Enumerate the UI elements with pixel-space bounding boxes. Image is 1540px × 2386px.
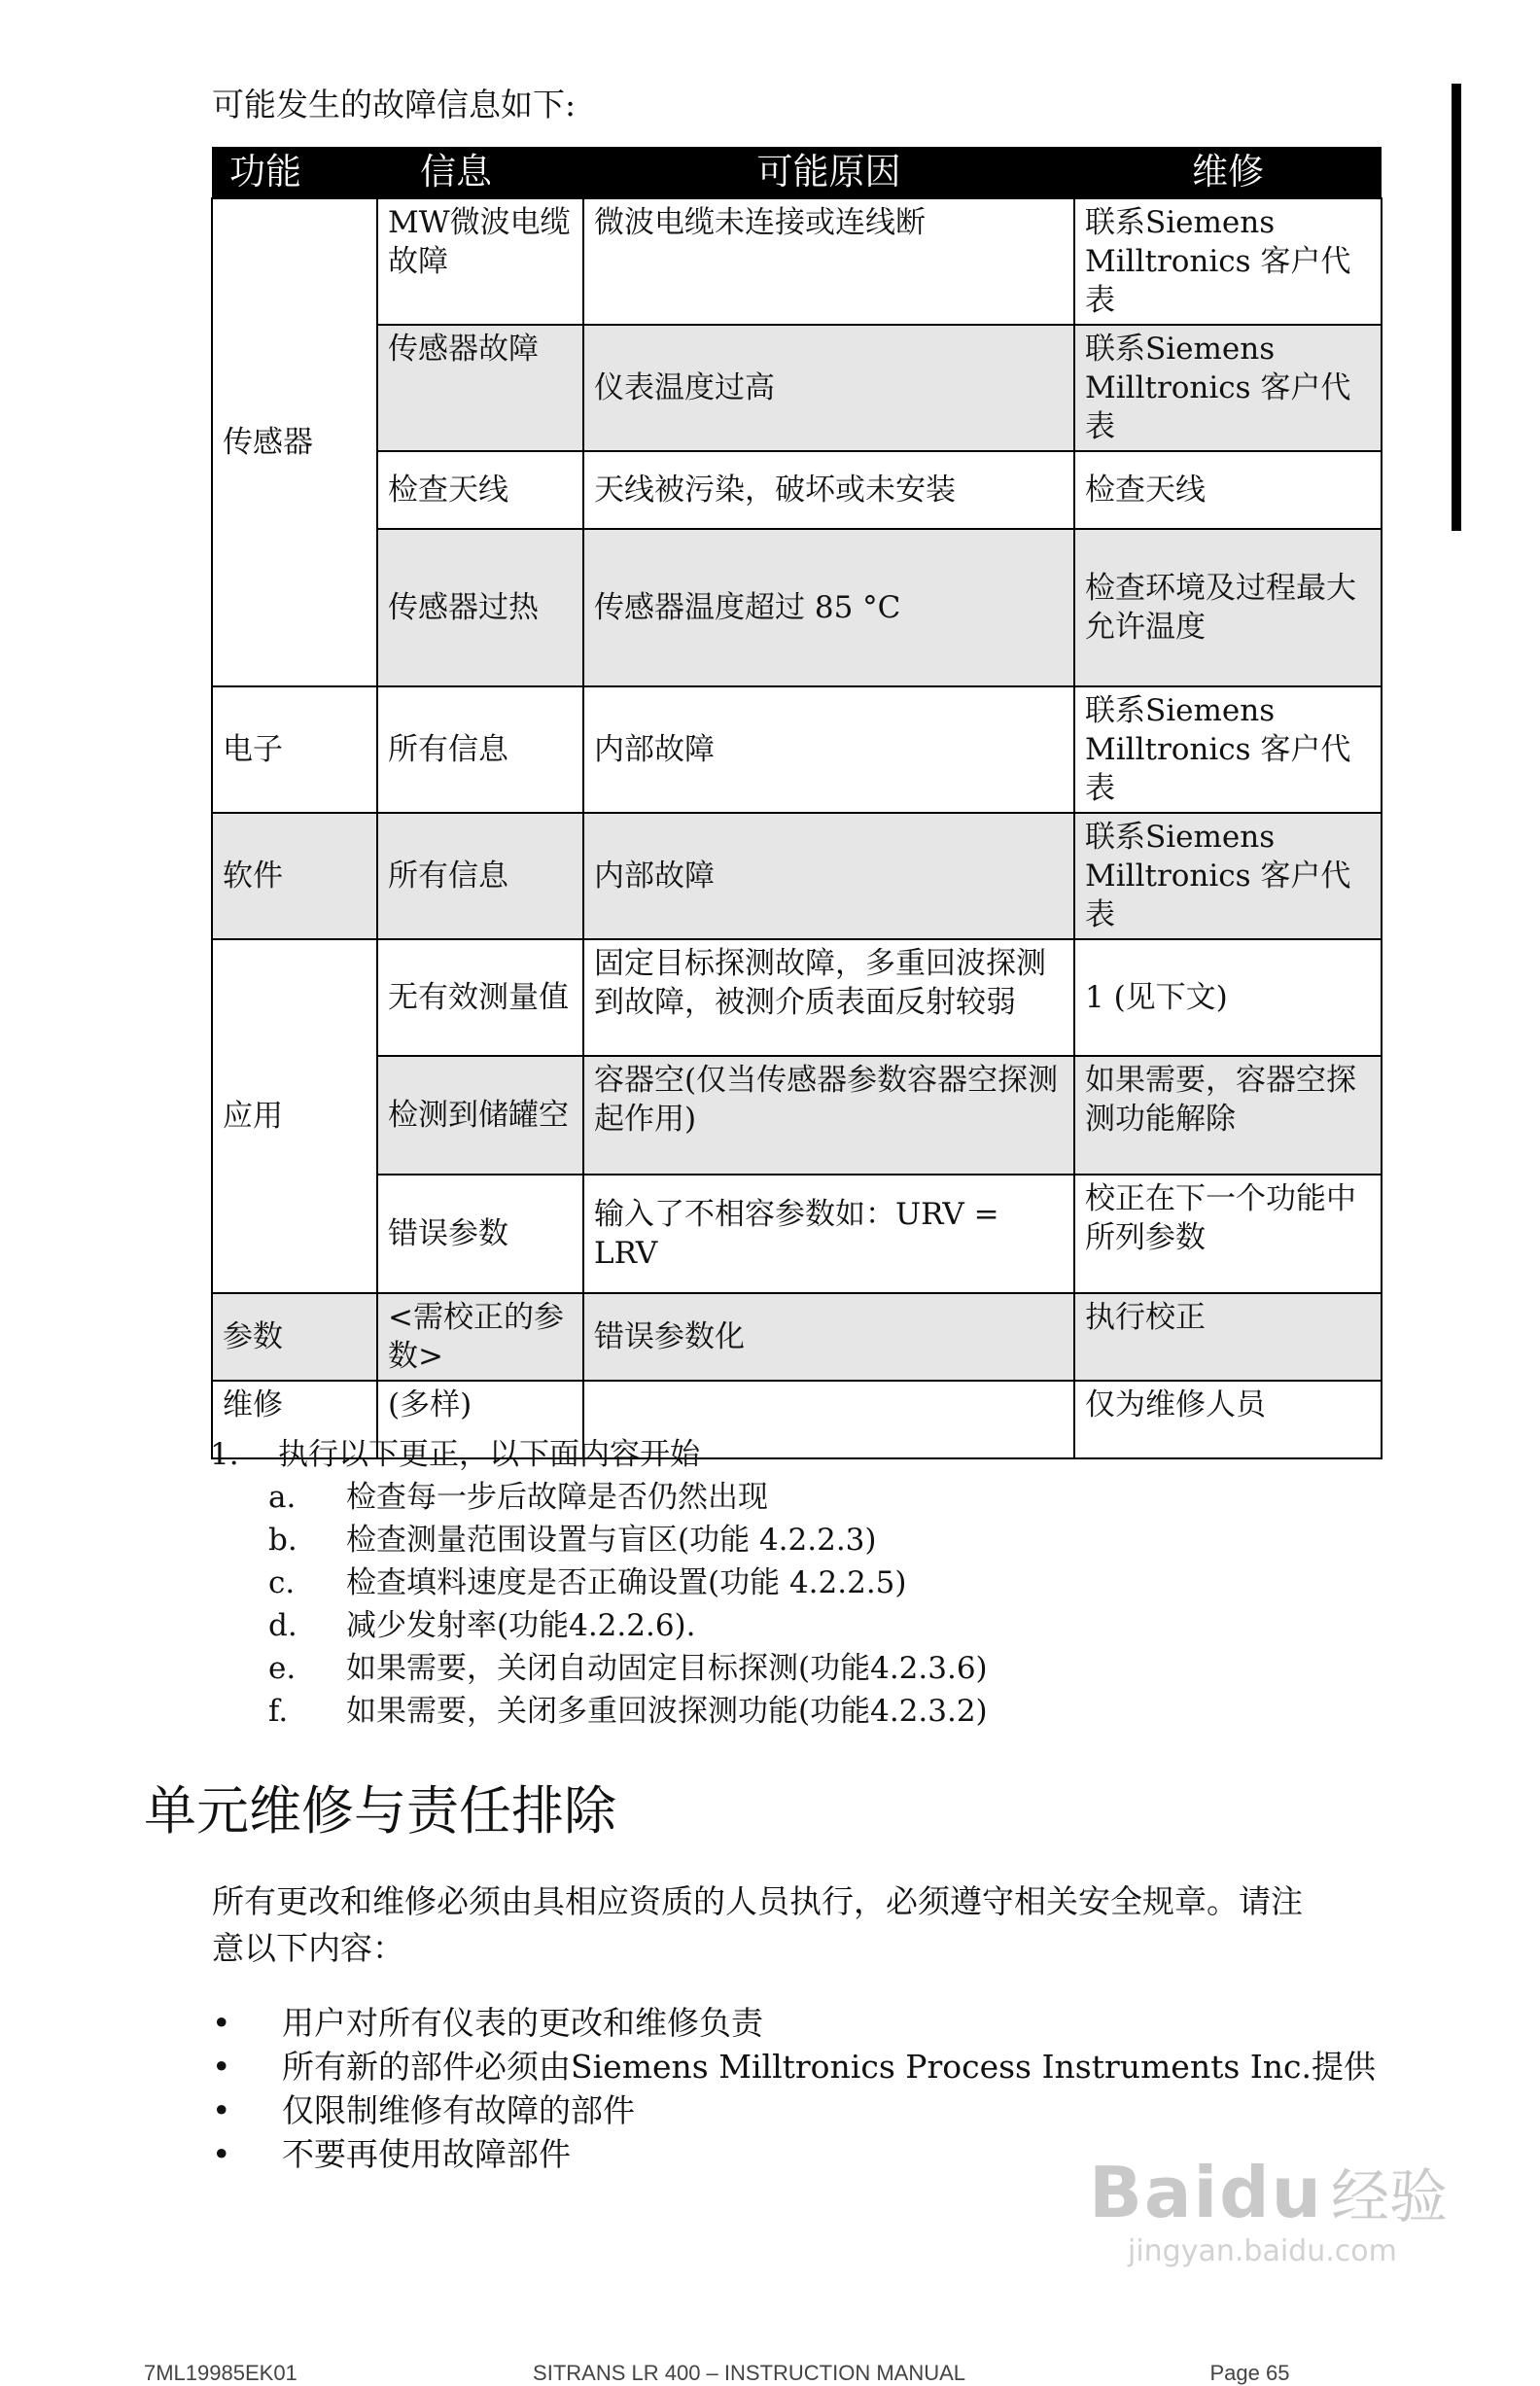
footer-title: SITRANS LR 400 – INSTRUCTION MANUAL <box>533 2361 965 2385</box>
requirements-list <box>212 2001 1376 2176</box>
message-cell: (多样) <box>377 1381 583 1458</box>
remedy-cell: 执行校正 <box>1074 1293 1382 1381</box>
function-cell-software: 软件 <box>212 813 377 939</box>
cause-cell: 错误参数化 <box>583 1293 1074 1381</box>
remedy-cell: 检查环境及过程最大允许温度 <box>1074 529 1382 686</box>
table-header-row <box>212 147 1382 198</box>
cause-cell: 输入了不相容参数如：URV = LRV <box>583 1175 1074 1293</box>
table-row <box>212 813 1382 939</box>
corrective-notes <box>210 1433 988 1733</box>
note-item: f. 如果需要，关闭多重回波探测功能(功能4.2.3.2) <box>268 1694 988 1729</box>
cause-cell: 固定目标探测故障，多重回波探测到故障，被测介质表面反射较弱 <box>583 939 1074 1056</box>
message-cell: 所有信息 <box>377 686 583 813</box>
list-item: • 用户对所有仪表的更改和维修负责 <box>212 2004 763 2042</box>
remedy-cell: 1 (见下文) <box>1074 939 1382 1056</box>
cause-cell: 传感器温度超过 85 °C <box>583 529 1074 686</box>
footer-page: Page 65 <box>1209 2361 1290 2385</box>
function-cell-application: 应用 <box>212 939 377 1293</box>
note-item: c. 检查填料速度是否正确设置(功能 4.2.2.5) <box>268 1565 907 1600</box>
message-cell: 错误参数 <box>377 1175 583 1293</box>
message-cell: 检测到储罐空 <box>377 1056 583 1175</box>
header-function: 功能 <box>212 147 377 198</box>
remedy-cell: 如果需要，容器空探测功能解除 <box>1074 1056 1382 1175</box>
note-lead-text: 执行以下更正，以下面内容开始 <box>278 1437 700 1472</box>
note-item: d. 减少发射率(功能4.2.2.6). <box>268 1608 696 1643</box>
note-lead <box>210 1433 988 1476</box>
cause-cell: 容器空(仅当传感器参数容器空探测起作用) <box>583 1056 1074 1175</box>
list-item: • 仅限制维修有故障的部件 <box>212 2091 635 2129</box>
list-item: • 所有新的部件必须由Siemens Milltronics Process Instruments Inc.提供 <box>212 2048 1377 2086</box>
list-item: • 不要再使用故障部件 <box>212 2135 571 2173</box>
table-row <box>212 1175 1382 1293</box>
message-cell: <需校正的参数> <box>377 1293 583 1381</box>
table-row <box>212 1056 1382 1175</box>
table-row <box>212 1293 1382 1381</box>
function-cell-parameter: 参数 <box>212 1293 377 1381</box>
intro-text: 可能发生的故障信息如下: <box>212 86 577 123</box>
message-cell: 传感器过热 <box>377 529 583 686</box>
message-cell: 传感器故障 <box>377 325 583 451</box>
message-cell: 所有信息 <box>377 813 583 939</box>
function-cell-maintenance: 维修 <box>212 1381 377 1458</box>
header-remedy: 维修 <box>1074 147 1382 198</box>
section-paragraph: 所有更改和维修必须由具相应资质的人员执行，必须遵守相关安全规章。请注意以下内容： <box>212 1882 1303 1967</box>
message-cell: MW微波电缆故障 <box>377 198 583 325</box>
baidu-watermark <box>1089 2151 1448 2268</box>
fault-table <box>211 147 1382 1459</box>
message-cell: 检查天线 <box>377 451 583 529</box>
remedy-cell: 联系Siemens Milltronics 客户代表 <box>1074 686 1382 813</box>
table-row <box>212 198 1382 325</box>
remedy-cell: 联系Siemens Milltronics 客户代表 <box>1074 325 1382 451</box>
remedy-cell: 校正在下一个功能中所列参数 <box>1074 1175 1382 1293</box>
note-number: 1. <box>210 1437 239 1472</box>
note-item: b. 检查测量范围设置与盲区(功能 4.2.2.3) <box>268 1523 877 1558</box>
remedy-cell: 联系Siemens Milltronics 客户代表 <box>1074 813 1382 939</box>
section-heading: 单元维修与责任排除 <box>144 1780 616 1842</box>
cause-cell: 内部故障 <box>583 813 1074 939</box>
remedy-cell: 检查天线 <box>1074 451 1382 529</box>
function-cell-sensor: 传感器 <box>212 198 377 686</box>
cause-cell: 内部故障 <box>583 686 1074 813</box>
remedy-cell: 联系Siemens Milltronics 客户代表 <box>1074 198 1382 325</box>
header-cause: 可能原因 <box>583 147 1074 198</box>
cause-cell: 天线被污染，破坏或未安装 <box>583 451 1074 529</box>
table-row <box>212 529 1382 686</box>
note-item: a. 检查每一步后故障是否仍然出现 <box>268 1480 768 1515</box>
table-row <box>212 686 1382 813</box>
page-footer <box>144 2361 1398 2386</box>
chapter-edge-marker <box>1452 84 1461 531</box>
table-row <box>212 451 1382 529</box>
table-row <box>212 325 1382 451</box>
note-item: e. 如果需要，关闭自动固定目标探测(功能4.2.3.6) <box>268 1651 988 1686</box>
remedy-cell: 仅为维修人员 <box>1074 1381 1382 1458</box>
header-message: 信息 <box>377 147 583 198</box>
watermark-cn: 经验 <box>1330 2163 1448 2231</box>
function-cell-electronics: 电子 <box>212 686 377 813</box>
watermark-brand: Baidu <box>1089 2152 1323 2233</box>
cause-cell: 微波电缆未连接或连线断 <box>583 198 1074 325</box>
cause-cell: 仪表温度过高 <box>583 325 1074 451</box>
footer-doc-number: 7ML19985EK01 <box>144 2361 298 2385</box>
watermark-site: jingyan.baidu.com <box>1128 2234 1397 2268</box>
table-row <box>212 939 1382 1056</box>
message-cell: 无有效测量值 <box>377 939 583 1056</box>
